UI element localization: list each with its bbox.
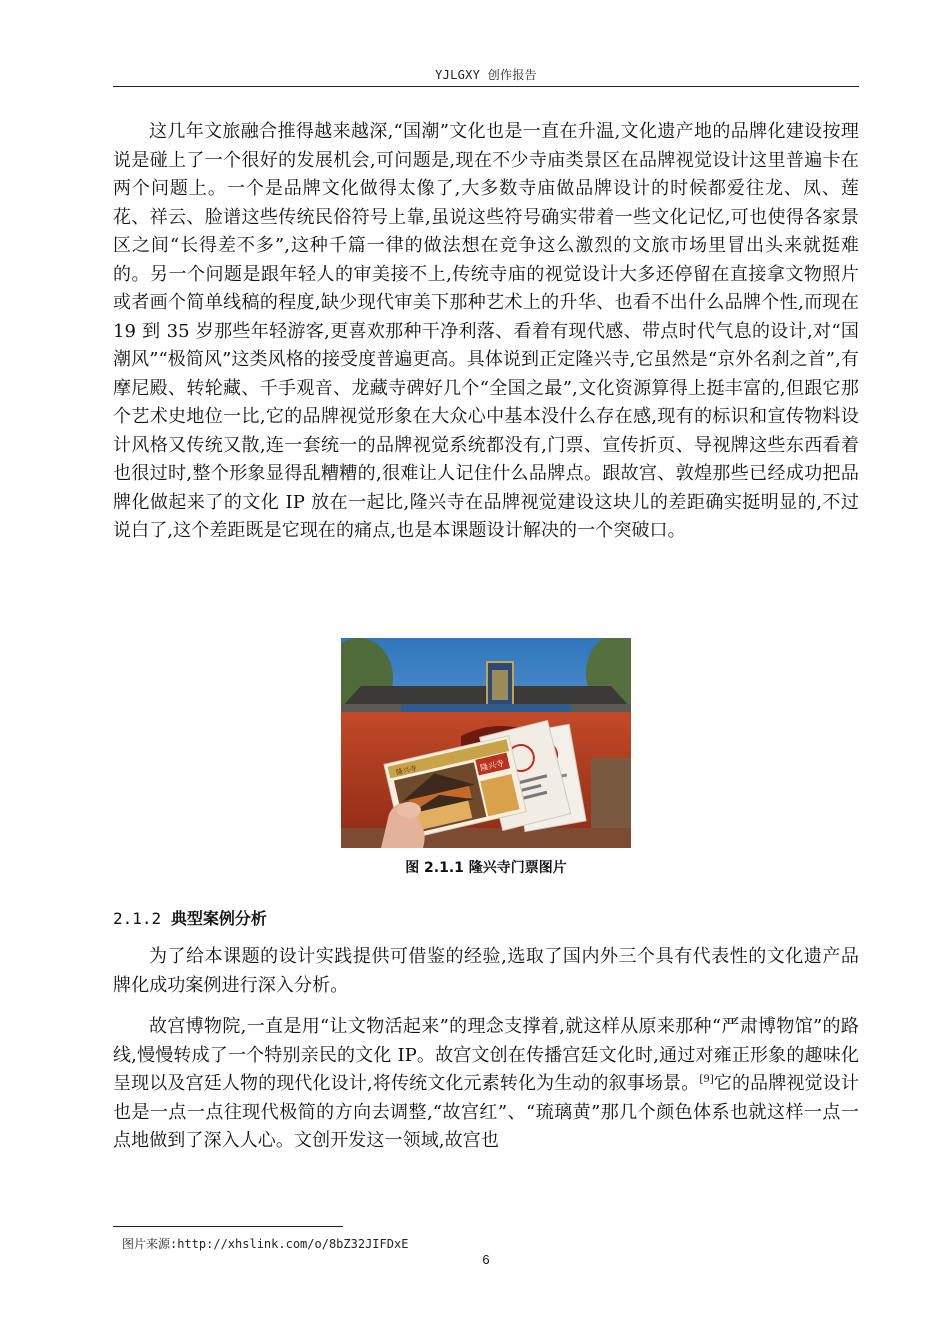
ticket-photo-illustration (341, 638, 631, 848)
body-paragraph: 为了给本课题的设计实践提供可借鉴的经验,选取了国内外三个具有代表性的文化遗产品牌化成功案例进行深入分析。 (113, 946, 859, 996)
section-number: 2.1.2 (113, 909, 162, 928)
page-header: YJLGXY 创作报告 (435, 68, 537, 82)
paragraph-text: 它的品牌视觉设计也是一点一点往现代极简的方向去调整,“故宫红”、“琉璃黄”那几个颜色体系也就这样一点一点地做到了深入人心。文创开发这一领域,故宫也 (113, 1073, 859, 1151)
ticket-photo (341, 638, 631, 848)
page-number: 6 (482, 1252, 490, 1267)
citation-reference[interactable]: [9] (699, 1074, 714, 1085)
footnote: 图片来源:http://xhslink.com/o/8bZ32JIFDxE (122, 1237, 409, 1251)
section-title: 典型案例分析 (170, 909, 267, 928)
body-paragraph: 这几年文旅融合推得越来越深,“国潮”文化也是一直在升温,文化遗产地的品牌化建设按理说是碰上了一个很好的发展机会,可问题是,现在不少寺庙类景区在品牌视觉设计这里普遍卡在两个问题上。一个是品牌文化做得太像了,大多数寺庙做品牌设计的时候都爱往龙、凤、莲花、祥云、脸谱这些传统民俗符号上靠,虽说这些符号确实带着一些文化记忆,可也使得各家景区之间“长得差不多”,这种千篇一律的做法想在竞争这么激烈的文旅市场里冒出头来就挺难的。另一个问题是跟年轻人的审美接不上,传统寺庙的视觉设计大多还停留在直接拿文物照片或者画个简单线稿的程度,缺少现代审美下那种艺术上的升华、也看不出什么品牌个性,而现在 19 到 35 岁那些年轻游客,更喜欢那种干净利落、看着有现代感、带点时代气息的设计,对“国潮风”“极简风”这类风格的接受度普遍更高。具体说到正定隆兴寺,它虽然是“京外名刹之首”,有摩尼殿、转轮藏、千手观音、龙藏寺碑好几个“全国之最”,文化资源算得上挺丰富的,但跟它那个艺术史地位一比,它的品牌视觉形象在大众心中基本没什么存在感,现有的标识和宣传物料设计风格又传统又散,连一套统一的品牌视觉系统都没有,门票、宣传折页、导视牌这些东西看着也很过时,整个形象显得乱糟糟的,很难让人记住什么品牌点。跟故宫、敦煌那些已经成功把品牌化做起来了的文化 IP 放在一起比,隆兴寺在品牌视觉建设这块儿的差距确实挺明显的,不过说白了,这个差距既是它现在的痛点,也是本课题设计解决的一个突破口。 (113, 121, 859, 541)
header-rule (113, 86, 859, 87)
body-paragraph (113, 1013, 859, 1156)
paragraph-text: 故宫博物院,一直是用“让文物活起来”的理念支撑着,就这样从原来那种“严肃博物馆”的路线,慢慢转成了一个特别亲民的文化 IP。故宫文创在传播宫廷文化时,通过对雍正形象的趣味化呈现以及宫廷人物的现代化设计,将传统文化元素转化为生动的叙事场景。 (113, 1016, 859, 1094)
ticket-header-text: 隆兴寺 (395, 764, 418, 777)
section-heading (113, 906, 267, 929)
figure-caption: 图 2.1.1 隆兴寺门票图片 (405, 860, 567, 876)
footnote-rule (113, 1226, 343, 1227)
ticket-title-text: 隆兴寺 (479, 758, 505, 773)
